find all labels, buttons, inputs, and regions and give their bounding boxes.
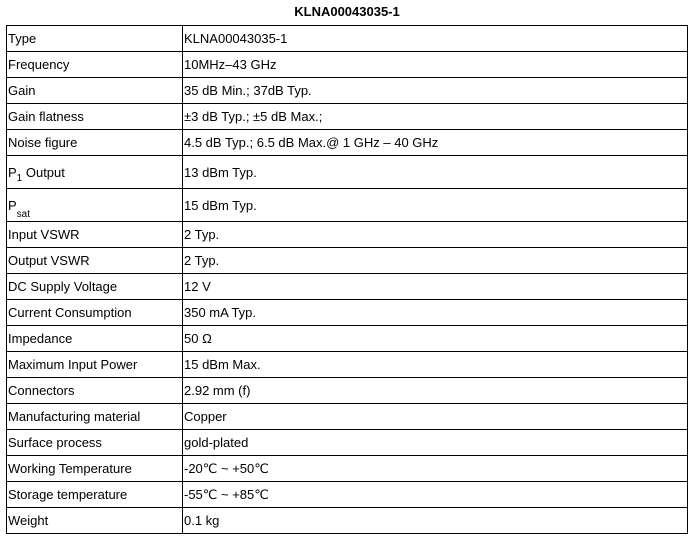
row-label: Connectors — [7, 378, 183, 404]
row-value: 35 dB Min.; 37dB Typ. — [183, 78, 688, 104]
table-row-input-vswr — [7, 222, 688, 248]
table-row-current-consumption — [7, 300, 688, 326]
row-label: Current Consumption — [7, 300, 183, 326]
row-label: Gain flatness — [7, 104, 183, 130]
table-row-surface-process — [7, 430, 688, 456]
table-row-noise-figure — [7, 130, 688, 156]
row-value: 15 dBm Max. — [183, 352, 688, 378]
row-value: gold-plated — [183, 430, 688, 456]
table-row-p1-output — [7, 156, 688, 189]
table-row-connectors — [7, 378, 688, 404]
row-label: Frequency — [7, 52, 183, 78]
row-label: Gain — [7, 78, 183, 104]
row-value: 50 Ω — [183, 326, 688, 352]
row-label: Maximum Input Power — [7, 352, 183, 378]
label-subscript: 1 — [16, 172, 23, 184]
row-value: ±3 dB Typ.; ±5 dB Max.; — [183, 104, 688, 130]
row-label — [7, 189, 183, 222]
table-row-maximum-input-power — [7, 352, 688, 378]
row-label: Storage temperature — [7, 482, 183, 508]
specifications-table — [6, 25, 688, 534]
row-label: Output VSWR — [7, 248, 183, 274]
table-row-working-temperature — [7, 456, 688, 482]
table-row-type — [7, 26, 688, 52]
row-label — [7, 156, 183, 189]
row-label: Input VSWR — [7, 222, 183, 248]
label-main: P — [8, 164, 17, 180]
row-label: Noise figure — [7, 130, 183, 156]
row-value: -20℃ ~ +50℃ — [183, 456, 688, 482]
row-label: Weight — [7, 508, 183, 534]
table-row-psat — [7, 189, 688, 222]
row-value: 13 dBm Typ. — [183, 156, 688, 189]
row-value: 15 dBm Typ. — [183, 189, 688, 222]
table-row-impedance — [7, 326, 688, 352]
row-label: Impedance — [7, 326, 183, 352]
row-value: 4.5 dB Typ.; 6.5 dB Max.@ 1 GHz – 40 GHz — [183, 130, 688, 156]
table-row-storage-temperature — [7, 482, 688, 508]
row-value: 10MHz–43 GHz — [183, 52, 688, 78]
row-value: 12 V — [183, 274, 688, 300]
table-row-frequency — [7, 52, 688, 78]
table-row-weight — [7, 508, 688, 534]
row-value: -55℃ ~ +85℃ — [183, 482, 688, 508]
row-value: 2 Typ. — [183, 222, 688, 248]
row-label: Surface process — [7, 430, 183, 456]
row-label: Manufacturing material — [7, 404, 183, 430]
row-value: Copper — [183, 404, 688, 430]
row-value: 0.1 kg — [183, 508, 688, 534]
document-title: KLNA00043035-1 — [294, 4, 400, 19]
table-row-manufacturing-material — [7, 404, 688, 430]
row-value: 2.92 mm (f) — [183, 378, 688, 404]
label-subscript: sat — [16, 208, 31, 220]
table-row-gain-flatness — [7, 104, 688, 130]
table-row-dc-supply-voltage — [7, 274, 688, 300]
row-value: 2 Typ. — [183, 248, 688, 274]
label-rest: Output — [22, 164, 65, 180]
row-label: Type — [7, 26, 183, 52]
row-value: KLNA00043035-1 — [183, 26, 688, 52]
table-row-gain — [7, 78, 688, 104]
row-label: DC Supply Voltage — [7, 274, 183, 300]
table-row-output-vswr — [7, 248, 688, 274]
row-value: 350 mA Typ. — [183, 300, 688, 326]
row-label: Working Temperature — [7, 456, 183, 482]
label-main: P — [8, 197, 17, 213]
